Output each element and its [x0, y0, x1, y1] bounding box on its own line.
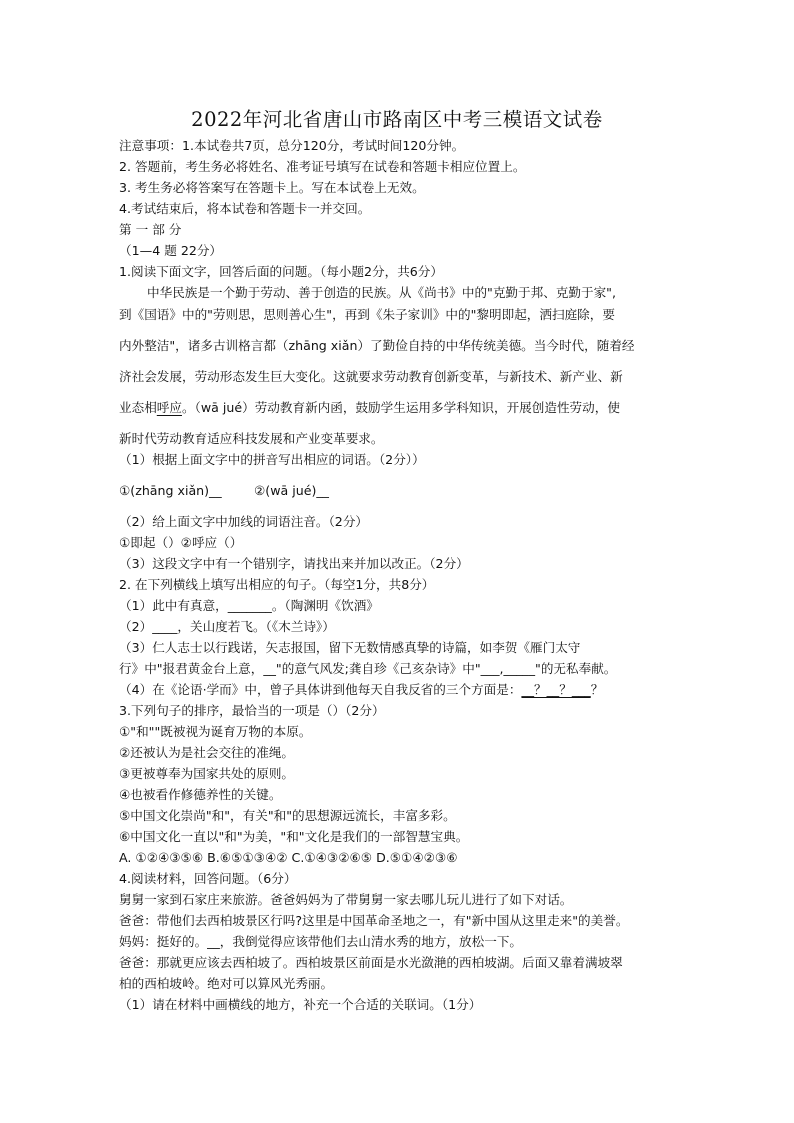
q4-material-line-1: 舅舅一家到石家庄来旅游。爸爸妈妈为了带舅舅一家去哪儿玩儿进行了如下对话。 [119, 892, 573, 907]
q2-sub-2: （2）____，关山度若飞。（《木兰诗》） [119, 619, 335, 634]
q1-passage-line-3: 内外整洁"，诸多古训格言都（zhāng xiǎn）了勤俭自持的中华传统美德。当今时代，随着经 [119, 338, 635, 353]
q1-stem: 1.阅读下面文字，回答后面的问题。（每小题2分，共6分） [119, 264, 443, 279]
q1-passage-line-6: 新时代劳动教育适应科技发展和产业变革要求。 [119, 431, 384, 446]
q1-passage-line-4: 济社会发展，劳动形态发生巨大变化。这就要求劳动教育创新变革，与新技术、新产业、新 [119, 369, 623, 384]
q2-sub-3-line-1: （3）仁人志士以行践诺，矢志报国，留下无数情感真挚的诗篇，如李贺《雁门太守 [119, 640, 581, 655]
q4-sub-1: （1）请在材料中画横线的地方，补充一个合适的关联词。（1分） [119, 997, 482, 1012]
q4-material-line-5: 柏的西柏坡岭。绝对可以算风光秀丽。 [119, 976, 334, 991]
q2-stem: 2. 在下列横线上填写出相应的句子。（每空1分，共8分） [119, 577, 435, 592]
part-heading: 第 一 部 分 [119, 222, 182, 237]
q2-sub-3-line-2: 行》中"报君黄金台上意，__"的意气风发;龚自珍《己亥杂诗》中"___,_____"的无私奉献。 [119, 661, 617, 676]
q4-material-line-3: 妈妈：挺好的。__，我倒觉得应该带他们去山清水秀的地方，放松一下。 [119, 934, 522, 949]
q3-option-3: ③更被尊奉为国家共处的原则。 [119, 766, 295, 781]
q3-option-4: ④也被看作修德养性的关键。 [119, 787, 282, 802]
notice-line-2: 2. 答题前，考生务必将姓名、准考证号填写在试卷和答题卡相应位置上。 [119, 159, 526, 174]
q4-material-line-4: 爸爸：那就更应该去西柏坡了。西柏坡景区前面是水光潋滟的西柏坡湖。后面又靠着满坡翠 [119, 955, 623, 970]
q1-sub-3: （3）这段文字中有一个错别字，请找出来并加以改正。（2分） [119, 556, 469, 571]
q3-option-5: ⑤中国文化崇尚"和"，有关"和"的思想源远流长，丰富多彩。 [119, 808, 456, 823]
q2-sub-4 [119, 681, 603, 699]
notice-line-1: 注意事项：1.本试卷共7页，总分120分，考试时间120分钟。 [119, 138, 465, 153]
q3-choices: A. ①②④③⑤⑥ B.⑥⑤①③④② C.①④③②⑥⑤ D.⑤①④②③⑥ [119, 850, 458, 865]
question-text: （4）在《论语·学而》中，曾子具体讲到他每天自我反省的三个方面是： [119, 682, 522, 697]
notice-line-4: 4.考试结束后，将本试卷和答题卡一并交回。 [119, 201, 371, 216]
underlined-word: 呼应 [156, 400, 182, 415]
q1-sub-1-blank-a: ①(zhāng xiǎn)__ [119, 483, 222, 498]
q1-sub-2-blanks: ①即起（）②呼应（） [119, 535, 243, 550]
q4-material-line-2: 爸爸：带他们去西柏坡景区行吗?这里是中国革命圣地之一，有"新中国从这里走来"的美誉。 [119, 913, 629, 928]
passage-text: 。（wā jué）劳动教育新内函，鼓励学生运用多学科知识，开展创造性劳动，使 [181, 400, 620, 415]
question-text: ？ [590, 682, 604, 697]
q1-passage-line-1: 中华民族是一个勤于劳动、善于创造的民族。从《尚书》中的"克勤于邦、克勤于家", [147, 285, 616, 300]
q1-passage-line-5 [119, 399, 620, 417]
notice-line-3: 3. 考生务必将答案写在答题卡上。写在本试卷上无效。 [119, 180, 425, 195]
q1-passage-line-2: 到《国语》中的"劳则思，思则善心生"，再到《朱子家训》中的"黎明即起，洒扫庭除，要 [119, 307, 615, 322]
q3-option-1: ①"和""既被视为诞育万物的本原。 [119, 724, 312, 739]
q1-sub-2: （2）给上面文字中加线的词语注音。（2分） [119, 514, 369, 529]
exam-title: 2022年河北省唐山市路南区中考三模语文试卷 [191, 108, 603, 131]
answer-blanks: __？__？___ [521, 682, 591, 697]
q4-stem: 4.阅读材料，回答问题。（6分） [119, 871, 297, 886]
q1-sub-1-blank-b: ②(wā jué)__ [254, 483, 329, 498]
q2-sub-1: （1）此中有真意，_______。（陶渊明《饮酒》 [119, 598, 379, 613]
part-range: （1—4 题 22分） [119, 243, 223, 258]
passage-text: 业态相 [119, 400, 157, 415]
q3-option-6: ⑥中国文化一直以"和"为美，"和"文化是我们的一部智慧宝典。 [119, 829, 469, 844]
q3-option-2: ②还被认为是社会交往的准绳。 [119, 745, 295, 760]
q1-sub-1: （1）根据上面文字中的拼音写出相应的词语。（2分）） [119, 452, 425, 467]
q3-stem: 3.下列句子的排序，最恰当的一项是（）（2分） [119, 703, 385, 718]
